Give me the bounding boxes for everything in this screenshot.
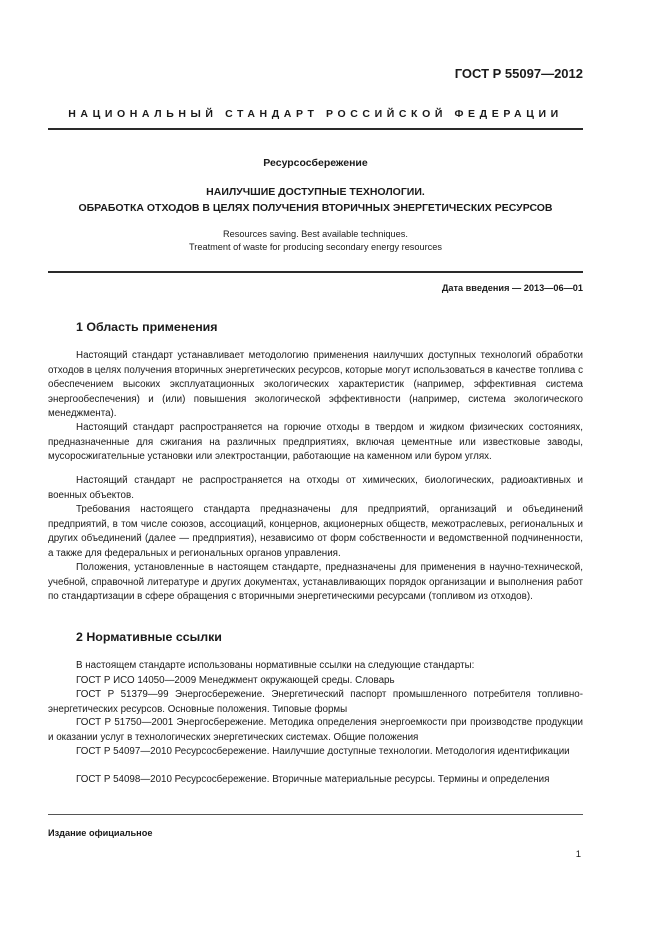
standard-header: НАЦИОНАЛЬНЫЙ СТАНДАРТ РОССИЙСКОЙ ФЕДЕРАЦИИ: [68, 108, 563, 120]
section-1-paragraph: Положения, установленные в настоящем стандарте, предназначены для применения в научно-технической, учебной, справочной литературе и других документах, устанавливающих порядок организации и выполнения работ по стандартизации в сфере обращения с вторичными энергетическими ресурсами (топливом из отходов).: [48, 562, 583, 603]
section-2-title: 2 Нормативные ссылки: [76, 630, 222, 644]
reference-item: ГОСТ Р 54098—2010 Ресурсосбережение. Вторичные материальные ресурсы. Термины и определения: [76, 774, 550, 785]
topic-heading: Ресурсосбережение: [263, 157, 368, 169]
page-number: 1: [575, 849, 581, 860]
reference-paragraph: В настоящем стандарте использованы нормативные ссылки на следующие стандарты:: [76, 660, 475, 671]
header-rule: [48, 128, 583, 130]
edition-note: Издание официальное: [48, 828, 153, 838]
reference-item: ГОСТ Р 51379—99 Энергосбережение. Энергетический паспорт промышленного потребителя топливно-энергетических ресурсов. Основные положения. Типовые формы: [48, 689, 583, 715]
introduction-date: Дата введения — 2013—06—01: [441, 283, 583, 293]
title-line-2: ОБРАБОТКА ОТХОДОВ В ЦЕЛЯХ ПОЛУЧЕНИЯ ВТОРИЧНЫХ ЭНЕРГЕТИЧЕСКИХ РЕСУРСОВ: [78, 202, 553, 214]
section-1-title: 1 Область применения: [76, 320, 218, 334]
reference-item: ГОСТ Р 54097—2010 Ресурсосбережение. Наилучшие доступные технологии. Методология идентификации: [76, 746, 570, 757]
reference-item: ГОСТ Р 51750—2001 Энергосбережение. Методика определения энергоемкости при производстве продукции и оказании услуг в технологических энергетических системах. Общие положения: [48, 717, 583, 743]
english-title-line-1: Resources saving. Best available techniques.: [223, 229, 408, 239]
section-1-paragraph: Настоящий стандарт распространяется на горючие отходы в твердом и жидком физических состояниях, предназначенные для сжигания на различных предприятиях, включая цементные или известковые заводы, мусоросжигательные установки или электростанции, работающие на каменном или буром углях.: [48, 422, 583, 463]
section-1-paragraph: Настоящий стандарт не распространяется на отходы от химических, биологических, радиоактивных и военных объектов.: [48, 475, 583, 501]
title-line-1: НАИЛУЧШИЕ ДОСТУПНЫЕ ТЕХНОЛОГИИ.: [206, 186, 425, 198]
reference-item: ГОСТ Р ИСО 14050—2009 Менеджмент окружающей среды. Словарь: [76, 675, 395, 686]
section-1-paragraph: Настоящий стандарт устанавливает методологию применения наилучших доступных технологий обработки отходов в целях получения вторичных энергетических ресурсов, которые могут использоваться в качестве топлива с обеспечением высоких эксплуатационных экологических характеристик (например, эффективная система энергообеспечения) и (или) повышения экологической эффективности (например, система экологического менеджмента).: [48, 350, 584, 420]
title-rule: [48, 271, 583, 273]
footer-rule: [48, 814, 583, 815]
document-code: ГОСТ Р 55097—2012: [454, 66, 583, 81]
english-title-line-2: Treatment of waste for producing secondary energy resources: [189, 242, 442, 252]
section-1-paragraph: Требования настоящего стандарта предназначены для предприятий, организаций и объединений предприятий, в том числе союзов, ассоциаций, концернов, акционерных обществ, межотраслевых, региональных и других объединений (далее — предприятия), независимо от форм собственности и ведомственной подчиненности, а также для федеральных и региональных органов управления.: [48, 504, 583, 559]
